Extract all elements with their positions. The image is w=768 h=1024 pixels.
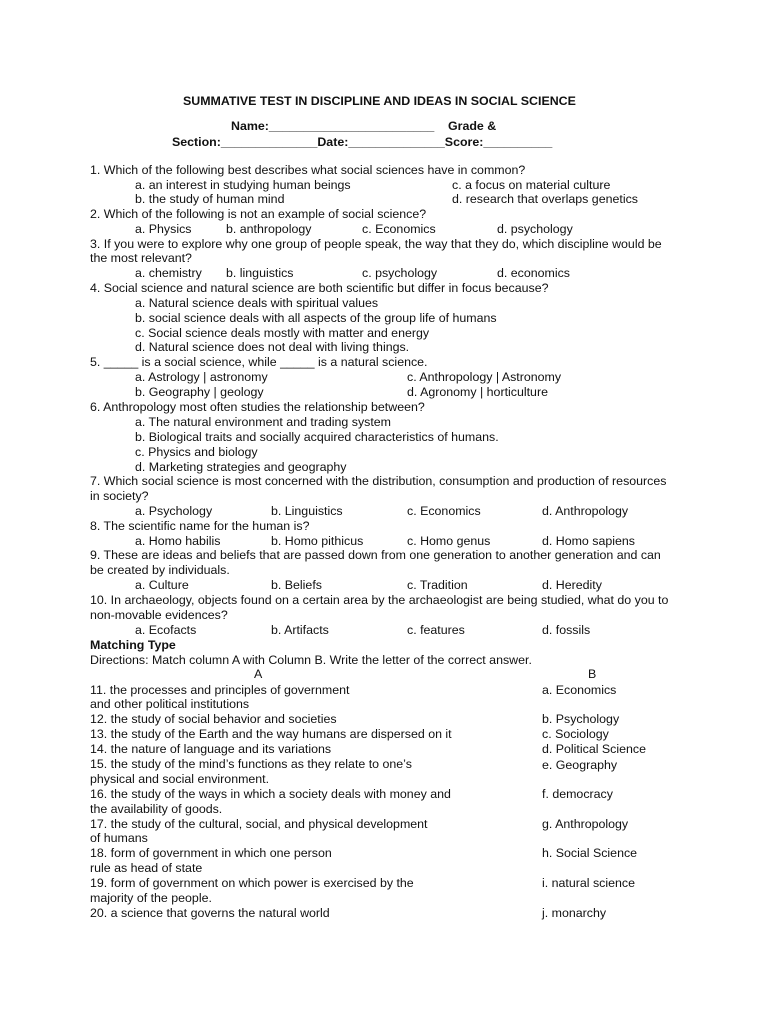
question-3-cont: the most relevant? xyxy=(90,251,192,265)
q5-option-d: d. Agronomy | horticulture xyxy=(407,385,548,399)
q4-option-d: d. Natural science does not deal with living things. xyxy=(135,340,410,354)
question-9: 9. These are ideas and beliefs that are passed down from one generation to another generation and can xyxy=(90,548,661,562)
question-9-cont: be created by individuals. xyxy=(90,563,230,577)
q9-option-c: c. Tradition xyxy=(407,578,468,592)
column-a-header: A xyxy=(254,667,263,681)
answer-g: g. Anthropology xyxy=(542,817,629,831)
q3-option-a: a. chemistry xyxy=(135,266,202,280)
q7-option-a: a. Psychology xyxy=(135,504,213,518)
matching-directions: Directions: Match column A with Column B. Write the letter of the correct answer. xyxy=(90,653,532,667)
question-4: 4. Social science and natural science are both scientific but differ in focus because? xyxy=(90,281,549,295)
answer-e: e. Geography xyxy=(542,758,618,772)
item-15: 15. the study of the mind’s functions as they relate to one’s xyxy=(90,757,412,771)
answer-j: j. monarchy xyxy=(542,906,607,920)
q2-option-c: c. Economics xyxy=(362,222,436,236)
question-3: 3. If you were to explore why one group of people speak, the way that they do, which discipline would be xyxy=(90,237,662,251)
item-17-cont: of humans xyxy=(90,831,148,845)
item-17: 17. the study of the cultural, social, and physical development xyxy=(90,817,428,831)
name-field-line: Name:________________________ xyxy=(231,119,435,133)
item-19: 19. form of government on which power is exercised by the xyxy=(90,876,414,890)
q1-option-b: b. the study of human mind xyxy=(135,192,285,206)
q5-option-b: b. Geography | geology xyxy=(135,385,264,399)
question-8: 8. The scientific name for the human is? xyxy=(90,519,310,533)
item-16-cont: the availability of goods. xyxy=(90,802,223,816)
answer-a: a. Economics xyxy=(542,683,617,697)
question-10-cont: non-movable evidences? xyxy=(90,608,228,622)
item-11: 11. the processes and principles of government xyxy=(90,683,350,697)
q9-option-b: b. Beliefs xyxy=(271,578,322,592)
q2-option-a: a. Physics xyxy=(135,222,192,236)
item-15-cont: physical and social environment. xyxy=(90,772,270,786)
question-2: 2. Which of the following is not an example of social science? xyxy=(90,207,427,221)
answer-i: i. natural science xyxy=(542,876,635,890)
q2-option-d: d. psychology xyxy=(497,222,573,236)
q3-option-b: b. linguistics xyxy=(226,266,294,280)
item-18-cont: rule as head of state xyxy=(90,861,203,875)
q7-option-c: c. Economics xyxy=(407,504,481,518)
q6-option-b: b. Biological traits and socially acquired characteristics of humans. xyxy=(135,430,499,444)
q3-option-c: c. psychology xyxy=(362,266,438,280)
question-5: 5. _____ is a social science, while _____ is a natural science. xyxy=(90,355,428,369)
q4-option-a: a. Natural science deals with spiritual values xyxy=(135,296,379,310)
question-7: 7. Which social science is most concerned with the distribution, consumption and production of resources xyxy=(90,474,667,488)
q9-option-a: a. Culture xyxy=(135,578,189,592)
q2-option-b: b. anthropology xyxy=(226,222,312,236)
column-b-header: B xyxy=(588,667,597,681)
q10-option-a: a. Ecofacts xyxy=(135,623,197,637)
question-1: 1. Which of the following best describes what social sciences have in common? xyxy=(90,163,526,177)
question-10: 10. In archaeology, objects found on a certain area by the archaeologist are being studied, what do you to xyxy=(90,593,669,607)
q5-option-c: c. Anthropology | Astronomy xyxy=(407,370,562,384)
question-7-cont: in society? xyxy=(90,489,149,503)
q1-option-d: d. research that overlaps genetics xyxy=(452,192,638,206)
q6-option-d: d. Marketing strategies and geography xyxy=(135,460,347,474)
q7-option-b: b. Linguistics xyxy=(271,504,343,518)
q3-option-d: d. economics xyxy=(497,266,571,280)
answer-h: h. Social Science xyxy=(542,846,638,860)
item-18: 18. form of government in which one person xyxy=(90,846,332,860)
grade-label: Grade & xyxy=(448,119,497,133)
item-14: 14. the nature of language and its variations xyxy=(90,742,332,756)
answer-c: c. Sociology xyxy=(542,727,609,741)
q6-option-a: a. The natural environment and trading system xyxy=(135,415,391,429)
item-20: 20. a science that governs the natural world xyxy=(90,906,330,920)
q9-option-d: d. Heredity xyxy=(542,578,602,592)
answer-b: b. Psychology xyxy=(542,712,620,726)
q8-option-c: c. Homo genus xyxy=(407,534,491,548)
item-13: 13. the study of the Earth and the way humans are dispersed on it xyxy=(90,727,452,741)
answer-d: d. Political Science xyxy=(542,742,646,756)
item-19-cont: majority of the people. xyxy=(90,891,212,905)
page-title: SUMMATIVE TEST IN DISCIPLINE AND IDEAS IN SOCIAL SCIENCE xyxy=(183,94,576,108)
q10-option-c: c. features xyxy=(407,623,465,637)
q6-option-c: c. Physics and biology xyxy=(135,445,258,459)
q8-option-d: d. Homo sapiens xyxy=(542,534,635,548)
q4-option-c: c. Social science deals mostly with matter and energy xyxy=(135,326,430,340)
q7-option-d: d. Anthropology xyxy=(542,504,629,518)
question-6: 6. Anthropology most often studies the relationship between? xyxy=(90,400,425,414)
q8-option-a: a. Homo habilis xyxy=(135,534,221,548)
q1-option-c: c. a focus on material culture xyxy=(452,178,611,192)
q10-option-b: b. Artifacts xyxy=(271,623,329,637)
q5-option-a: a. Astrology | astronomy xyxy=(135,370,268,384)
item-16: 16. the study of the ways in which a society deals with money and xyxy=(90,787,451,801)
section-date-score-line: Section:______________Date:______________Score:__________ xyxy=(172,135,553,149)
answer-f: f. democracy xyxy=(542,787,613,801)
q1-option-a: a. an interest in studying human beings xyxy=(135,178,351,192)
q4-option-b: b. social science deals with all aspects of the group life of humans xyxy=(135,311,497,325)
item-12: 12. the study of social behavior and societies xyxy=(90,712,337,726)
q10-option-d: d. fossils xyxy=(542,623,591,637)
matching-heading: Matching Type xyxy=(90,638,176,652)
q8-option-b: b. Homo pithicus xyxy=(271,534,364,548)
item-11-cont: and other political institutions xyxy=(90,697,250,711)
